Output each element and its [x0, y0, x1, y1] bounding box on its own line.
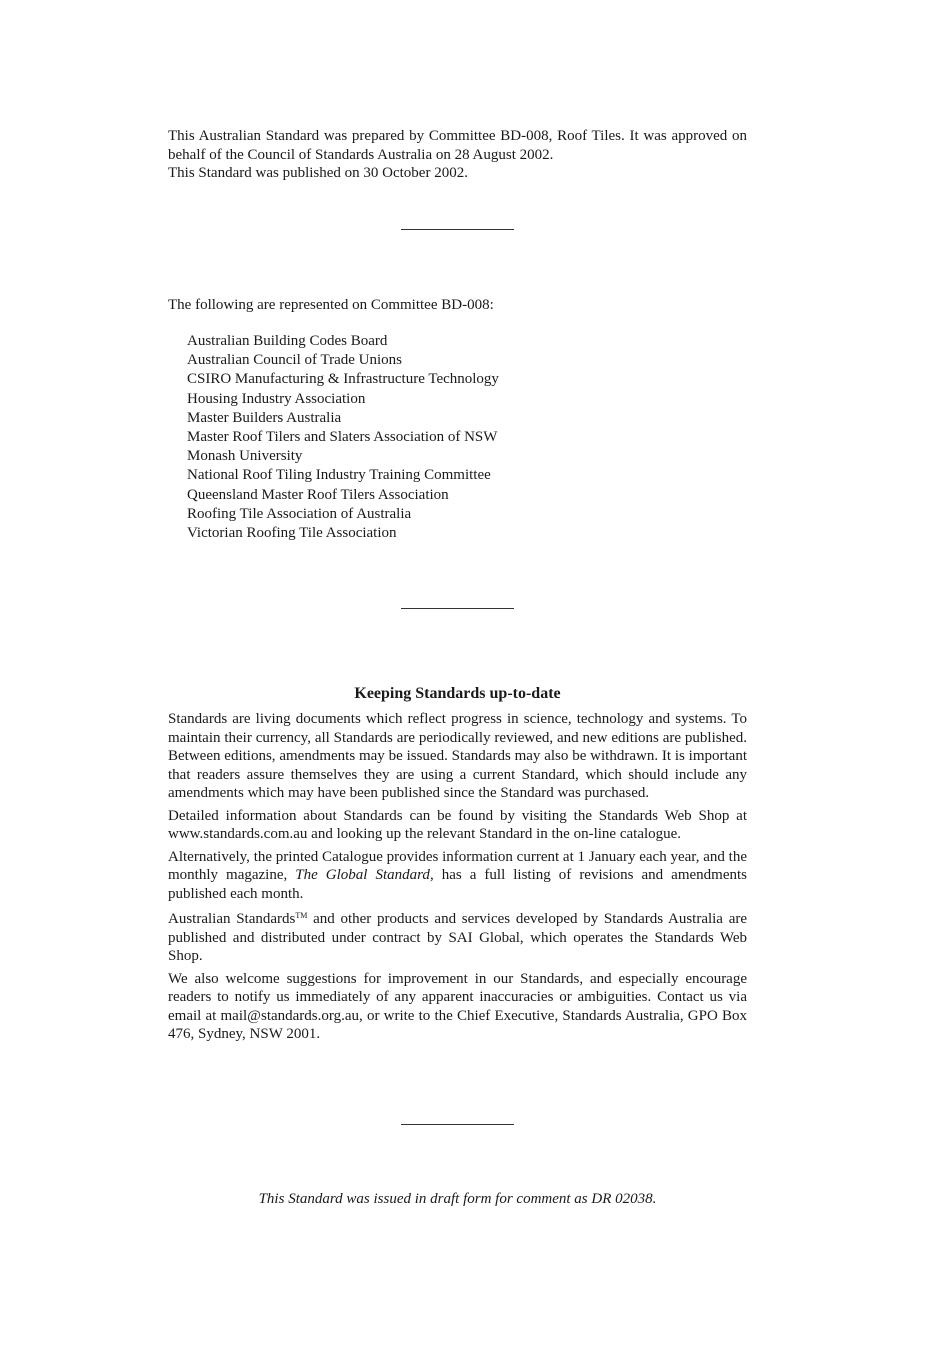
committee-member: Australian Council of Trade Unions	[187, 352, 402, 369]
trademark-symbol: TM	[295, 911, 308, 920]
committee-member: Housing Industry Association	[187, 390, 366, 407]
committee-member: CSIRO Manufacturing & Infrastructure Technology	[187, 371, 499, 388]
committee-member: National Roof Tiling Industry Training Committee	[187, 467, 491, 484]
preparation-statement	[168, 127, 747, 183]
paragraph-web-shop: Detailed information about Standards can be found by visiting the Standards Web Shop at www.standards.com.au and looking up the relevant Standard in the on-line catalogue.	[168, 807, 747, 842]
section-divider	[401, 229, 514, 230]
committee-member: Master Builders Australia	[187, 409, 342, 426]
magazine-title: The Global Standard	[295, 867, 430, 883]
committee-member: Monash University	[187, 448, 303, 465]
section-divider	[401, 1124, 514, 1125]
paragraph-feedback: We also welcome suggestions for improvement in our Standards, and especially encourage readers to notify us immediately of any apparent inaccuracies or ambiguities. Contact us via email at mail@standards.org.au, or write to the Chief Executive, Standards Australia, GPO Box 476, Sydney, NSW 2001.	[168, 970, 747, 1042]
committee-member-list	[187, 332, 499, 543]
paragraph-catalogue: Alternatively, the printed Catalogue provides information current at 1 January each year, and the monthly magazine, The Global Standard, has a full listing of revisions and amendments published each month.	[168, 848, 747, 902]
section-divider	[401, 608, 514, 609]
committee-member: Roofing Tile Association of Australia	[187, 505, 412, 522]
committee-intro: The following are represented on Committee BD-008:	[168, 297, 494, 313]
committee-member: Victorian Roofing Tile Association	[187, 525, 397, 542]
paragraph-sai-global: Australian Standards™ and other products and services developed by Standards Australia are published and distributed under contract by SAI Global, which operates the Standards Web Shop.	[168, 911, 748, 964]
draft-note: This Standard was issued in draft form for comment as DR 02038.	[258, 1191, 657, 1207]
publication-date-text: This Standard was published on 30 October 2002.	[168, 165, 468, 181]
paragraph-living-documents: Standards are living documents which reflect progress in science, technology and systems. To maintain their currency, all Standards are periodically reviewed, and new editions are published. Between editions, amendments may be issued. Standards may also be withdrawn. It is important that readers assure themselves they are using a current Standard, which should include any amendments which may have been published since the Standard was purchased.	[168, 711, 747, 801]
committee-member: Australian Building Codes Board	[187, 333, 388, 349]
keeping-up-to-date-body	[168, 710, 747, 1048]
keeping-up-to-date-heading: Keeping Standards up-to-date	[354, 685, 561, 702]
preparation-text: This Australian Standard was prepared by Committee BD-008, Roof Tiles. It was approved on behalf of the Council of Standards Australia on 28 August 2002.	[168, 128, 747, 163]
committee-member: Queensland Master Roof Tilers Association	[187, 486, 449, 503]
committee-member: Master Roof Tilers and Slaters Association of NSW	[187, 429, 498, 446]
